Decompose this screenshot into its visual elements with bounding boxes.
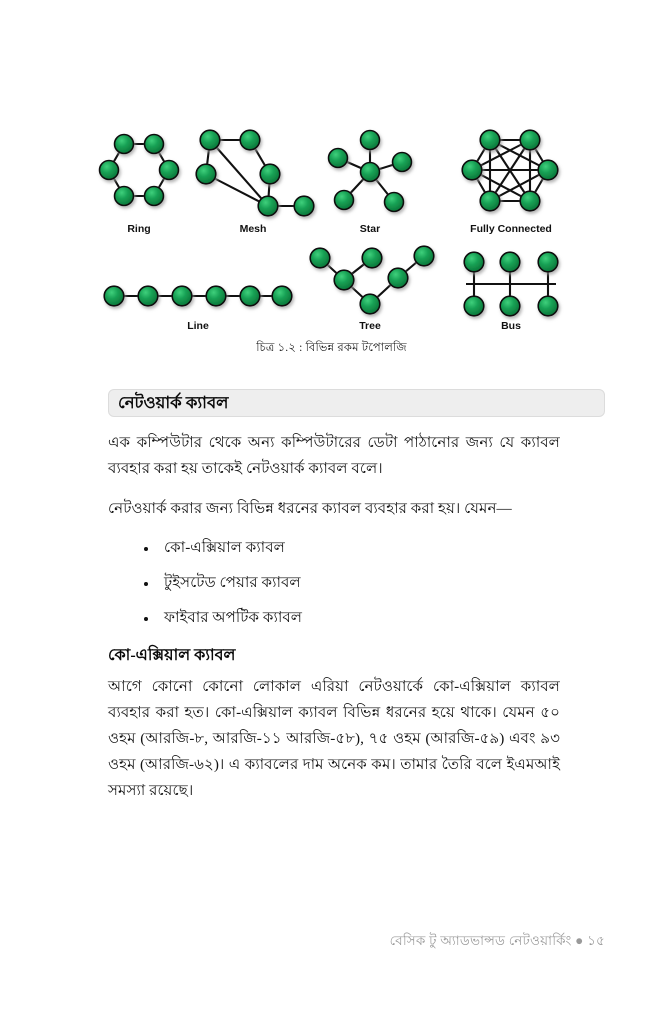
- line-node: [240, 286, 260, 306]
- list-item: ফাইবার অপটিক ক্যাবল: [142, 606, 560, 630]
- tree-node: [388, 268, 408, 288]
- topology-label-bus: Bus: [500, 320, 521, 332]
- mesh-node: [200, 130, 220, 150]
- bus-node: [500, 296, 520, 316]
- tree-root-node: [360, 294, 380, 314]
- ring-node: [144, 187, 163, 206]
- topology-label-line: Line: [186, 320, 209, 332]
- paragraph-network-cable-definition: এক কম্পিউটার থেকে অন্য কম্পিউটারের ডেটা পাঠানোর জন্য যে ক্যাবল ব্যবহার করা হয় তাকেই নেটওয়ার্ক ক্যাবল বলে।: [108, 434, 560, 478]
- fully-connected-node: [538, 160, 558, 180]
- star-hub-node: [360, 163, 379, 182]
- ring-node: [159, 161, 178, 180]
- topology-diagram: [82, 118, 582, 333]
- topology-label-ring: Ring: [126, 223, 151, 235]
- mesh-node: [260, 164, 280, 184]
- line-node: [138, 286, 158, 306]
- mesh-node: [196, 164, 216, 184]
- cable-type-list: [108, 536, 560, 629]
- bus-node: [538, 296, 558, 316]
- topology-label-star: Star: [359, 223, 380, 235]
- tree-node: [362, 248, 382, 268]
- line-node: [172, 286, 192, 306]
- fully-connected-links: [472, 140, 548, 201]
- fully-connected-node: [462, 160, 482, 180]
- ring-node: [114, 135, 133, 154]
- star-node: [384, 193, 403, 212]
- mesh-links: [206, 140, 304, 206]
- fully-connected-node: [520, 191, 540, 211]
- bus-node: [464, 252, 484, 272]
- tree-node: [414, 246, 434, 266]
- paragraph-coaxial-cable-details: আগে কোনো কোনো লোকাল এরিয়া নেটওয়ার্কে কো-এক্সিয়াল ক্যাবল ব্যবহার করা হত। কো-এক্সিয়াল ক্যাবল বিভিন্ন ধরনের হয়ে থাকে। যেমন ৫০ ওহম (আরজি-৮, আরজি-১১ আরজি-৫৮), ৭৫ ওহম (আরজি-৫৯) এবং ৯৩ ওহম (আরজি-৬২)। এ ক্যাবলের দাম অনেক কম। তামার তৈরি বলে ইএমআই সমস্যা রয়েছে।: [108, 677, 560, 800]
- star-node: [334, 191, 353, 210]
- page-footer: বেসিক টু অ্যাডভান্সড নেটওয়ার্কিং ● ১৫: [389, 933, 605, 948]
- bus-node: [464, 296, 484, 316]
- star-node: [328, 149, 347, 168]
- figure-caption: চিত্র ১.২ : বিভিন্ন রকম টপোলজি: [256, 342, 407, 354]
- ring-node: [114, 187, 133, 206]
- ring-node: [144, 135, 163, 154]
- line-node: [206, 286, 226, 306]
- tree-node: [334, 270, 354, 290]
- ring-node: [99, 161, 118, 180]
- list-item: কো-এক্সিয়াল ক্যাবল: [142, 536, 560, 560]
- mesh-node: [240, 130, 260, 150]
- line-node: [272, 286, 292, 306]
- subheading-coaxial-cable: কো-এক্সিয়াল ক্যাবল: [108, 647, 236, 665]
- tree-node: [310, 248, 330, 268]
- paragraph-cable-types-intro: নেটওয়ার্ক করার জন্য বিভিন্ন ধরনের ক্যাবল ব্যবহার করা হয়। যেমন—: [108, 500, 512, 518]
- list-item: টুইসটেড পেয়ার ক্যাবল: [142, 571, 560, 595]
- star-node: [392, 153, 411, 172]
- star-node: [360, 131, 379, 150]
- bus-node: [500, 252, 520, 272]
- section-heading-bar: [108, 389, 605, 417]
- fully-connected-node: [520, 130, 540, 150]
- topology-label-fully-connected: Fully Connected: [469, 223, 552, 235]
- section-heading-title: নেটওয়ার্ক ক্যাবল: [118, 392, 229, 412]
- mesh-node: [294, 196, 314, 216]
- topology-figure: [0, 118, 663, 358]
- topology-label-tree: Tree: [358, 320, 381, 332]
- fully-connected-node: [480, 191, 500, 211]
- article-body: [108, 430, 560, 804]
- fully-connected-node: [480, 130, 500, 150]
- mesh-node: [258, 196, 278, 216]
- bus-node: [538, 252, 558, 272]
- line-node: [104, 286, 124, 306]
- topology-label-mesh: Mesh: [239, 223, 266, 235]
